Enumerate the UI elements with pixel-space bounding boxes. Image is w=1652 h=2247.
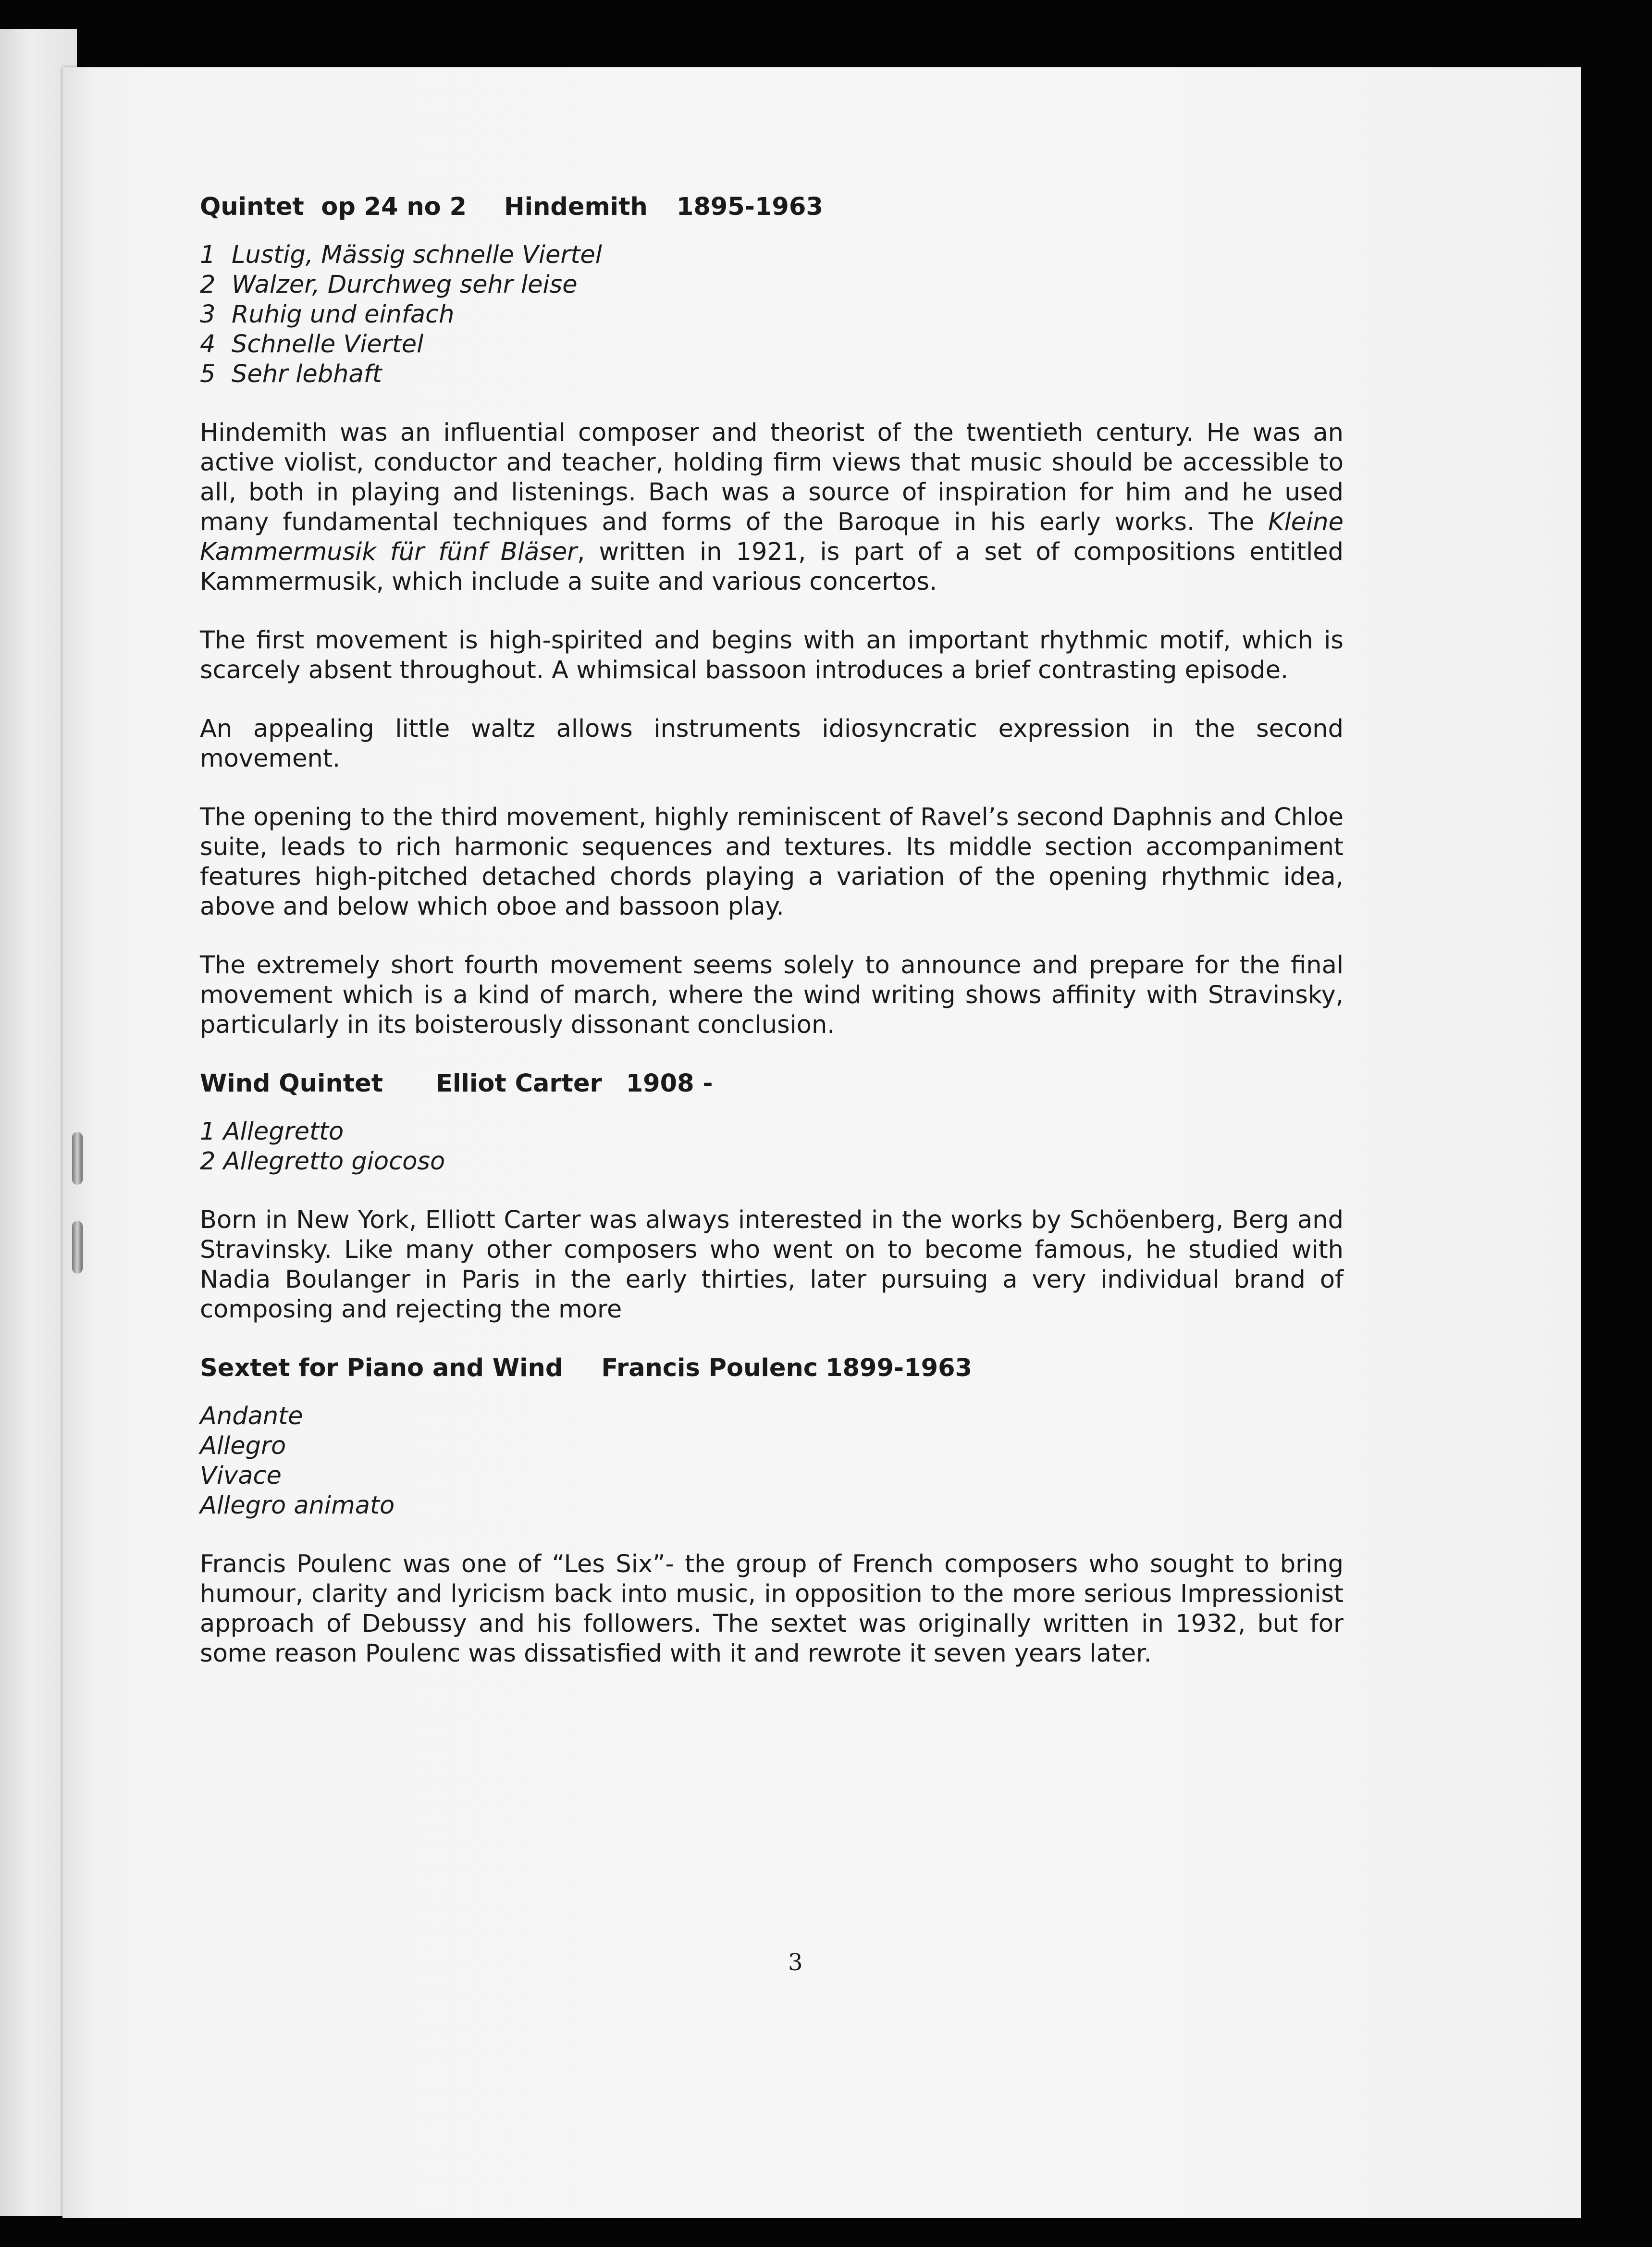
movement-item: 2 Allegretto giocoso [200, 1147, 445, 1176]
movement-item: 1 Allegretto [200, 1117, 344, 1146]
movement-label: Ruhig und einfach [232, 300, 455, 329]
section-heading [200, 1353, 1344, 1383]
section-poulenc [200, 1353, 1344, 1669]
work-title-italic: Kleine Kammermusik für fünf Bläser [200, 508, 1344, 566]
paragraph: Francis Poulenc was one of “Les Six”- the group of French composers who sought to bring humour, clarity and lyricism back into music, in opposition to the more serious Impressionist approach of Debussy and his followers. The sextet was originally written in 1932, but for some reason Poulenc was dissatisfied with it and rewrote it seven years later. [200, 1550, 1344, 1668]
paragraph-text: Hindemith was an influential composer and theorist of the twentieth century. He was an active violist, conductor and teacher, holding firm views that music should be accessible to all, both in playing and listenings. Bach was a source of inspiration for him and he used many fundamental techniques and forms of the Baroque in his early works. The [200, 419, 1344, 536]
movement-number: 1 [200, 241, 216, 269]
composer-dates: 1895-1963 [676, 193, 823, 221]
movement-number: 3 [200, 300, 216, 329]
movement-item: Allegro [200, 1432, 286, 1460]
movement-item [200, 270, 1344, 300]
movement-label: Schnelle Viertel [232, 330, 424, 359]
movement-number: 2 [200, 271, 216, 299]
page-content [200, 192, 1344, 1669]
work-title: Quintet op 24 no 2 [200, 193, 467, 221]
composer-dates: 1908 - [626, 1069, 713, 1098]
movement-list [200, 1402, 1344, 1521]
movement-item [200, 300, 1344, 330]
paragraph: An appealing little waltz allows instruments idiosyncratic expression in the second movement. [200, 715, 1344, 773]
movement-label: Lustig, Mässig schnelle Viertel [232, 241, 602, 269]
movement-item: Andante [200, 1402, 303, 1430]
page-number: 3 [788, 1949, 803, 1976]
movement-label: Walzer, Durchweg sehr leise [232, 271, 578, 299]
section-hindemith [200, 192, 1344, 1040]
movement-list [200, 240, 1344, 389]
movement-list [200, 1117, 1344, 1177]
movement-item [200, 360, 1344, 389]
section-heading [200, 1069, 1344, 1099]
composer-dates: 1899-1963 [825, 1354, 973, 1382]
paragraph [200, 418, 1344, 597]
movement-item [200, 240, 1344, 270]
movement-item: Allegro animato [200, 1491, 395, 1520]
work-title: Sextet for Piano and Wind [200, 1354, 563, 1382]
movement-number: 5 [200, 360, 216, 388]
paragraph: The extremely short fourth movement seems solely to announce and prepare for the final movement which is a kind of march, where the wind writing shows affinity with Stravinsky, particularly in its boisterously dissonant conclusion. [200, 951, 1344, 1039]
section-carter [200, 1069, 1344, 1325]
movement-label: Sehr lebhaft [232, 360, 382, 388]
composer-name: Francis Poulenc [601, 1354, 818, 1382]
paragraph: The opening to the third movement, highly reminiscent of Ravel’s second Daphnis and Chloe suite, leads to rich harmonic sequences and textures. Its middle section accompaniment features high-pitched detached chords playing a variation of the opening rhythmic idea, above and below which oboe and bassoon play. [200, 803, 1344, 921]
work-title: Wind Quintet [200, 1069, 383, 1098]
paragraph: The first movement is high-spirited and begins with an important rhythmic motif, which is scarcely absent throughout. A whimsical bassoon introduces a brief contrasting episode. [200, 626, 1344, 684]
composer-name: Elliot Carter [436, 1069, 602, 1098]
staple-lower [72, 1221, 83, 1274]
composer-name: Hindemith [504, 193, 648, 221]
paragraph-text: , written in 1921, is part of a set of compositions entitled Kammermusik, which include a suite and various concertos. [200, 538, 1344, 596]
staple-upper [72, 1132, 83, 1185]
movement-item [200, 330, 1344, 360]
section-heading [200, 192, 1344, 222]
movement-number: 4 [200, 330, 216, 359]
paragraph: Born in New York, Elliott Carter was always interested in the works by Schöenberg, Berg and Stravinsky. Like many other composers who went on to become famous, he studied with Nadia Boulanger in Paris in the early thirties, later pursuing a very individual brand of composing and rejecting the more [200, 1206, 1344, 1324]
movement-item: Vivace [200, 1462, 282, 1490]
